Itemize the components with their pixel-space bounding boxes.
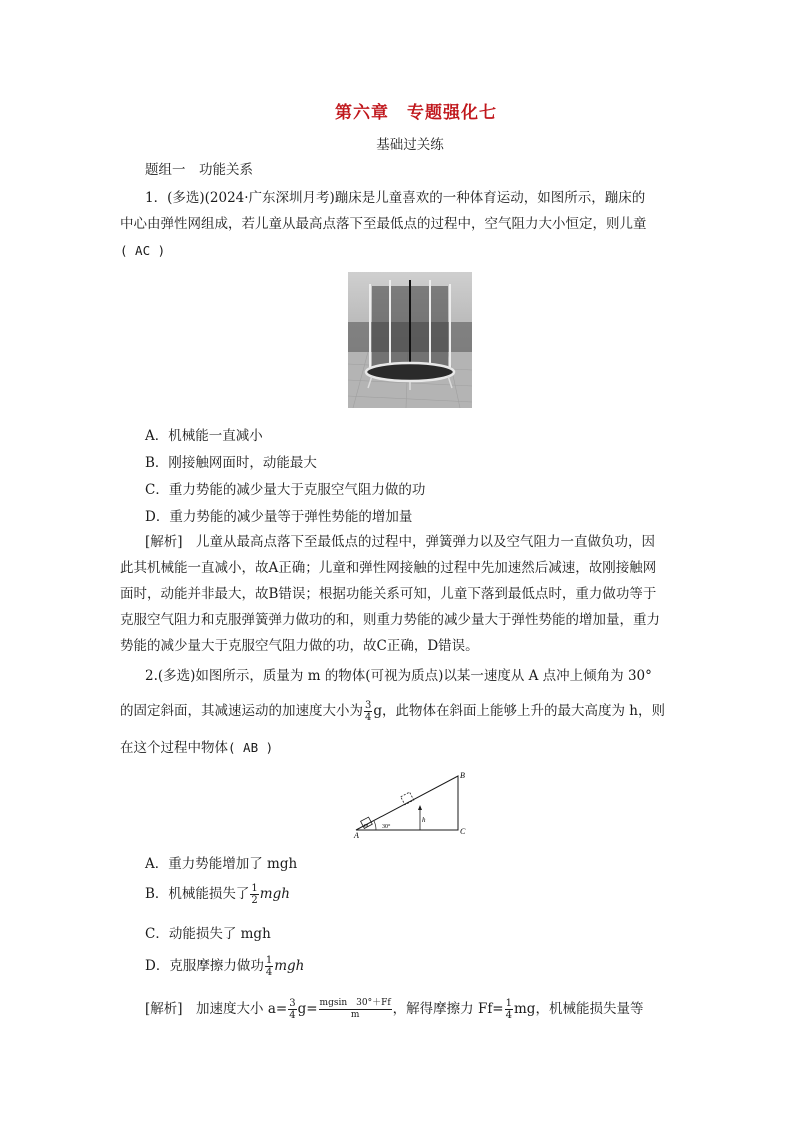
q2-option-a: A．重力势能增加了 mgh: [145, 856, 298, 872]
q2-stem-line-2-start: 的固定斜面，其减速运动的加速度大小为: [120, 703, 363, 719]
q2-stem-line-3-text: 在这个过程中物体: [120, 740, 228, 756]
q2-option-d: [145, 954, 304, 978]
q1-stem-line-1: 1．(多选)(2024·广东深圳月考)蹦床是儿童喜欢的一种体育运动，如图所示，蹦床的: [145, 190, 646, 206]
trampoline-photo: [348, 272, 472, 408]
q1-option-b: B．刚接触网面时，动能最大: [145, 455, 317, 471]
point-b-label: B: [460, 771, 465, 780]
q2-option-d-numerator: 1: [265, 955, 273, 966]
q2-analysis-fraction-1: [288, 998, 296, 1021]
q2-analysis-f3-denominator: 4: [505, 1010, 512, 1021]
q1-option-c: C．重力势能的减少量大于克服空气阻力做的功: [145, 482, 426, 498]
q2-option-d-denominator: 4: [265, 967, 273, 978]
q1-analysis-line-5: 势能的减少量大于克服空气阻力做的功，故C正确，D错误。: [120, 638, 479, 654]
q2-analysis-f2-numerator: mgsin 30°＋Ff: [319, 998, 391, 1008]
q2-stem-line-3: [120, 738, 680, 758]
q2-accel-fraction: [364, 700, 372, 723]
question-group-heading: 题组一 功能关系: [145, 162, 253, 178]
q2-stem-line-1: 2.(多选)如图所示，质量为 m 的物体(可视为质点)以某一速度从 A 点冲上倾角为 30°: [145, 668, 652, 684]
q2-answer: ( AB ): [228, 740, 274, 755]
angle-label: 30°: [382, 824, 391, 830]
q2-option-d-text: D．克服摩擦力做功: [145, 958, 264, 974]
point-a-label: A: [354, 831, 359, 840]
q2-analysis-text-start: [解析] 加速度大小 a=: [145, 1001, 288, 1017]
q2-stem-line-2: [120, 700, 680, 723]
mass-label: m: [364, 823, 369, 829]
section-subtitle: 基础过关练: [376, 137, 444, 153]
incline-diagram: [350, 770, 470, 840]
q2-accel-numerator: 3: [365, 700, 372, 711]
q2-analysis-f1-numerator: 3: [289, 998, 296, 1009]
q2-stem-line-2-end: g，此物体在斜面上能够上升的最大高度为 h，则: [373, 703, 666, 719]
point-c-label: C: [460, 827, 466, 836]
q2-analysis-f3-numerator: 1: [505, 998, 512, 1009]
q1-analysis-line-3: 面时，动能并非最大，故B错误；根据功能关系可知，儿童下落到最低点时，重力做功等于: [120, 586, 657, 602]
q1-stem-line-2: 中心由弹性网组成，若儿童从最高点落下至最低点的过程中，空气阻力大小恒定，则儿童: [120, 216, 647, 232]
q2-analysis-f2-denominator: m: [350, 1010, 360, 1020]
q1-analysis-line-1: [解析] 儿童从最高点落下至最低点的过程中，弹簧弹力以及空气阻力一直做负功，因: [145, 534, 656, 550]
q2-analysis-fraction-3: [505, 998, 513, 1021]
q2-analysis-text-end-a: ，解得摩擦力 Ff=: [392, 1001, 504, 1017]
q2-option-c: C．动能损失了 mgh: [145, 926, 271, 942]
q2-accel-denominator: 4: [365, 712, 372, 723]
q1-option-a: A．机械能一直减小: [145, 428, 263, 444]
q2-option-d-unit: mgh: [274, 958, 305, 974]
q2-analysis-line: [145, 998, 705, 1021]
q2-option-b-fraction: [250, 883, 258, 906]
q2-option-b-text: B．机械能损失了: [145, 886, 250, 902]
q2-analysis-fraction-2: [319, 998, 392, 1021]
q2-option-b-numerator: 1: [251, 883, 258, 894]
q2-analysis-f1-denominator: 4: [289, 1010, 296, 1021]
height-label: h: [422, 816, 426, 824]
q1-option-d: D．重力势能的减少量等于弹性势能的增加量: [145, 509, 413, 525]
chapter-title: 第六章 专题强化七: [335, 103, 497, 123]
q2-option-d-fraction: [265, 955, 273, 978]
q2-analysis-text-end-b: mg，机械能损失量等: [514, 1001, 644, 1017]
q1-analysis-line-2: 此其机械能一直减小，故A正确；儿童和弹性网接触的过程中先加速然后减速，故刚接触网: [120, 560, 657, 576]
q1-answer: ( AC ): [120, 243, 166, 258]
q2-option-b: [145, 882, 290, 906]
q2-analysis-text-mid: g=: [297, 1001, 318, 1017]
q1-analysis-line-4: 克服空气阻力和克服弹簧弹力做功的和，则重力势能的减少量大于弹性势能的增加量，重力: [120, 612, 660, 628]
q2-option-b-unit: mgh: [259, 886, 290, 902]
q2-option-b-denominator: 2: [251, 895, 258, 906]
